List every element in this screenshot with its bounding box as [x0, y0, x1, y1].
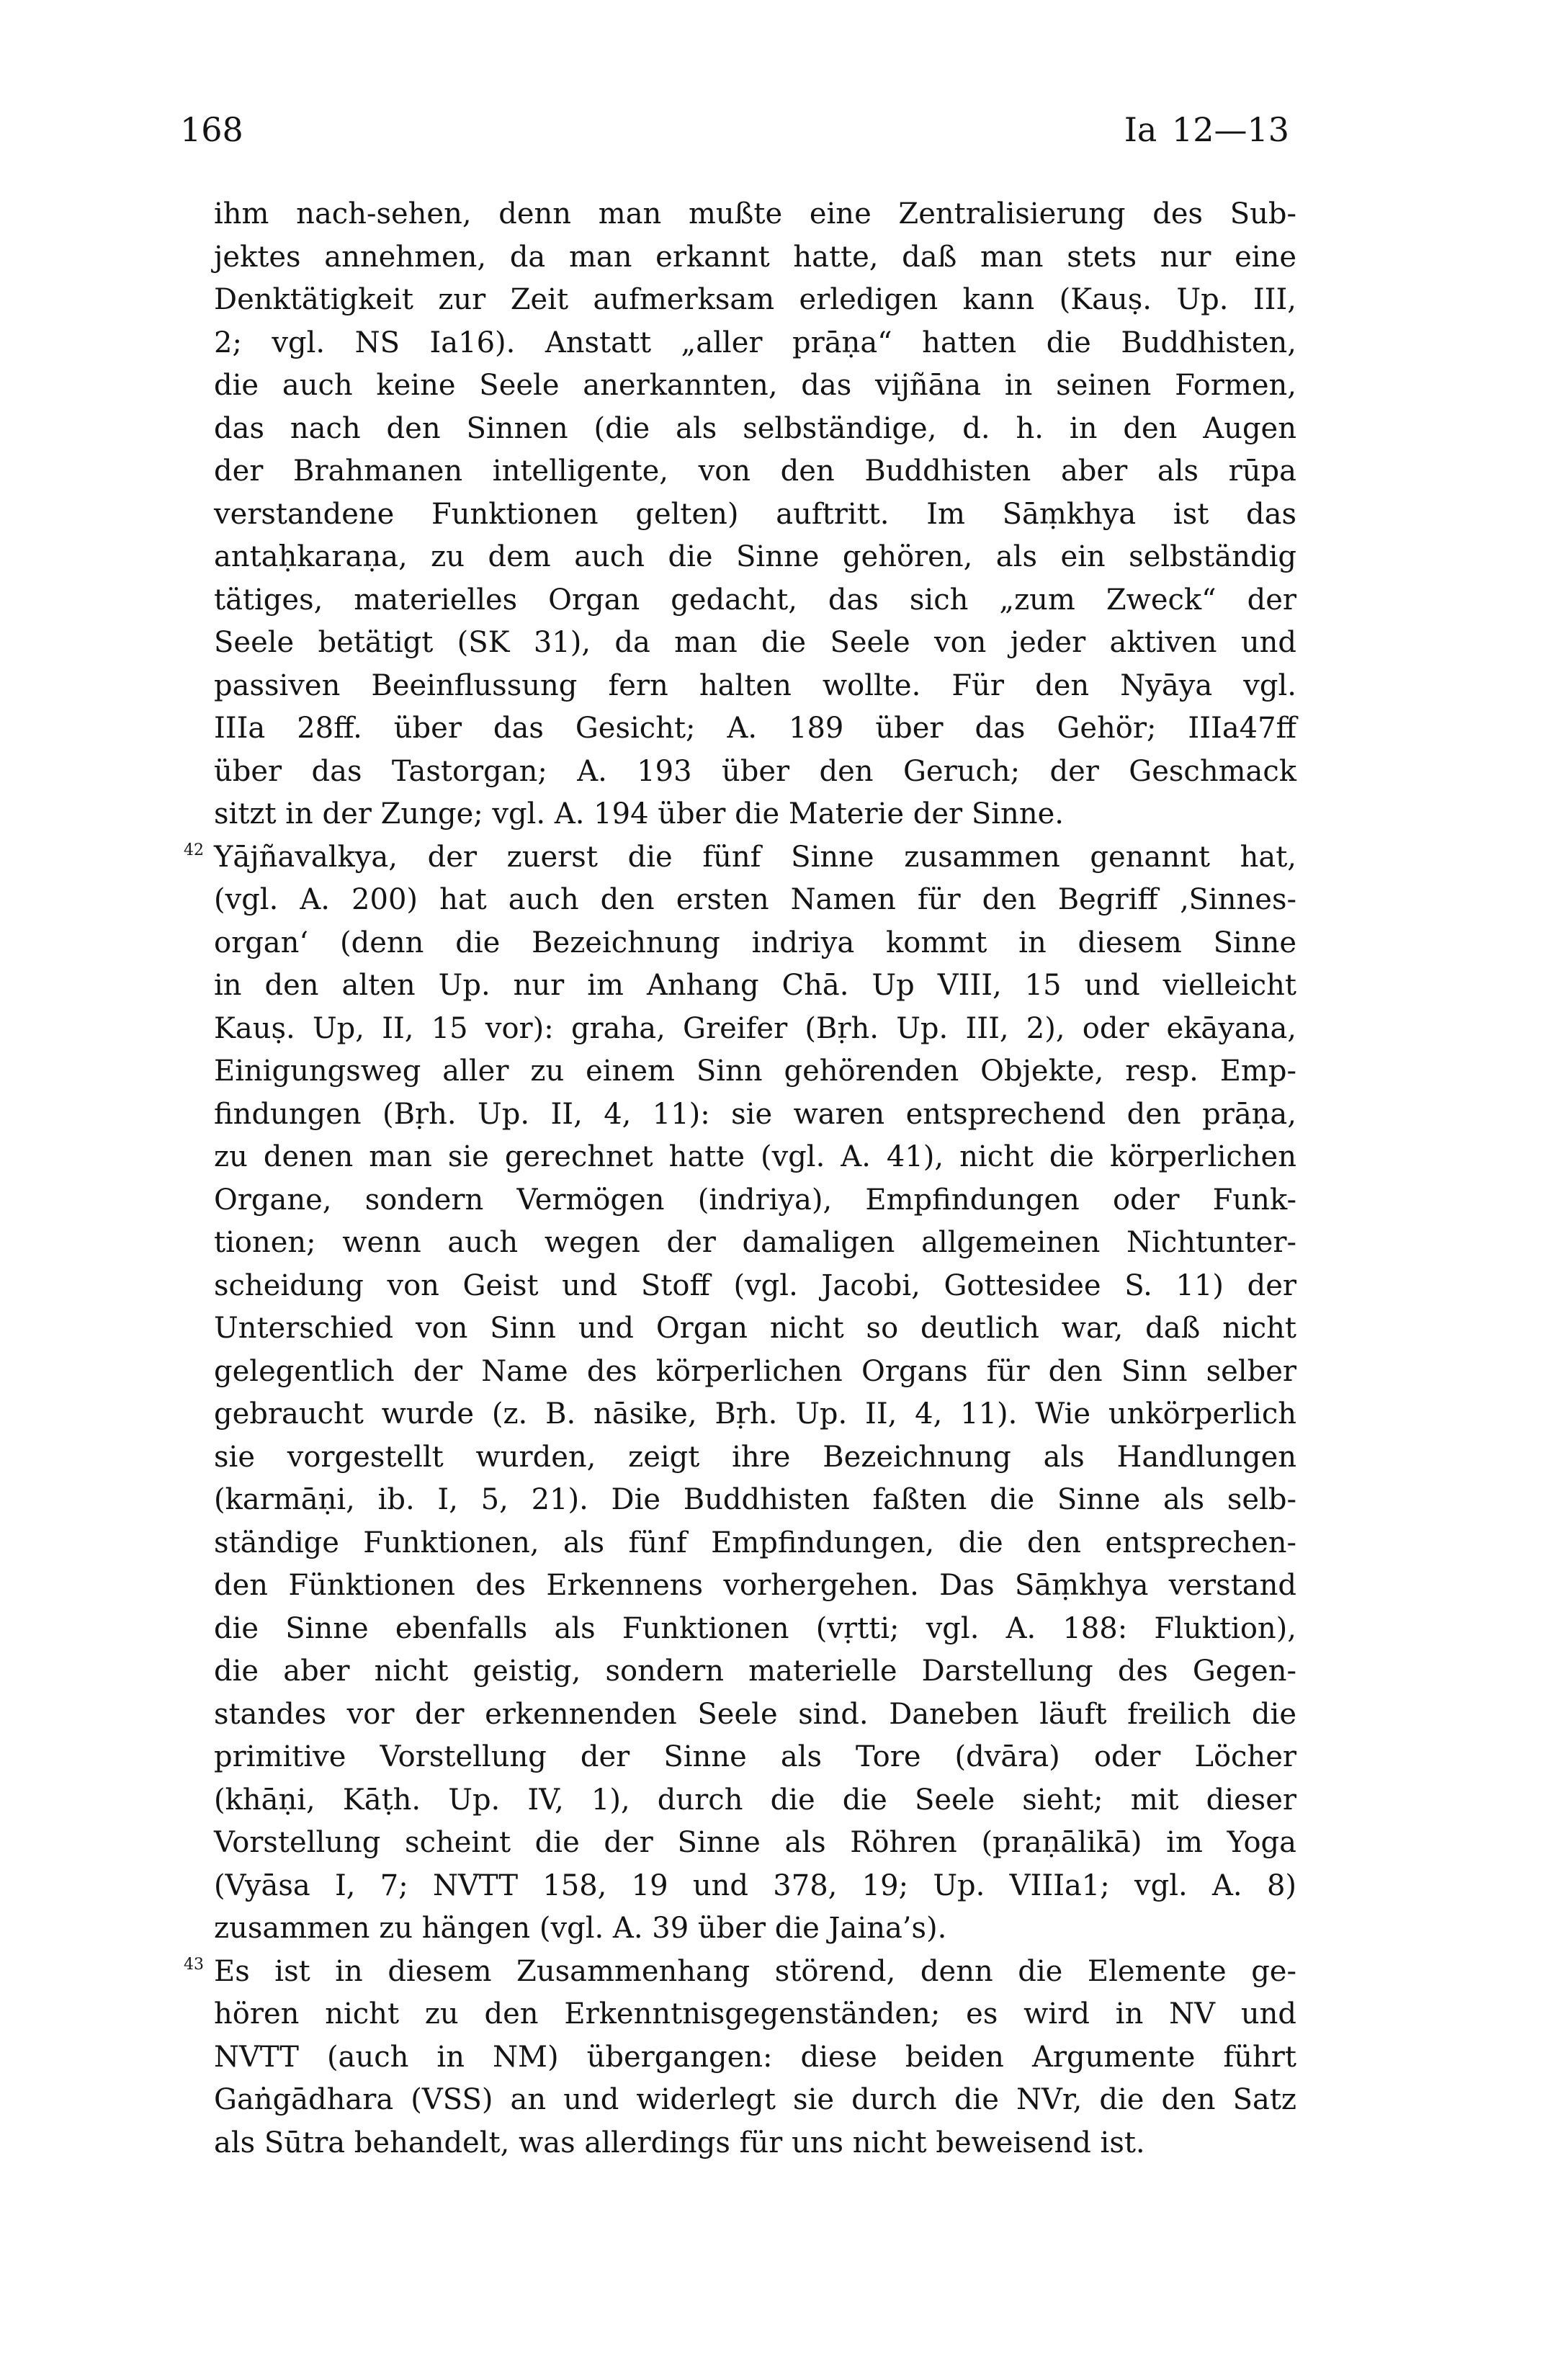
text-line-content: passiven Beeinflussung fern halten wollte. Für den Nyāya vgl.	[214, 668, 1296, 702]
text-line	[214, 1436, 1296, 1480]
text-line-content: (karmāṇi, ib. I, 5, 21). Die Buddhisten faßten die Sinne als selb-	[214, 1483, 1296, 1516]
text-line	[214, 1307, 1296, 1351]
text-line	[214, 665, 1296, 708]
text-line	[214, 1907, 1296, 1951]
text-line-content: Yājñavalkya, der zuerst die fünf Sinne zusammen genannt hat,	[214, 840, 1296, 874]
text-line	[214, 579, 1296, 622]
text-line	[214, 1779, 1296, 1822]
text-line-content: Gaṅgādhara (VSS) an und widerlegt sie durch die NVr, die den Satz	[214, 2083, 1296, 2116]
text-line	[214, 322, 1296, 365]
text-line	[214, 707, 1296, 751]
text-line	[214, 1265, 1296, 1308]
text-line-content: hören nicht zu den Erkenntnisgegenständen; es wird in NV und	[214, 1997, 1296, 2031]
text-line	[214, 193, 1296, 236]
text-line	[214, 1093, 1296, 1137]
text-line	[214, 450, 1296, 493]
text-line-content: das nach den Sinnen (die als selbständige, d. h. in den Augen	[214, 411, 1296, 445]
text-line-content: Einigungsweg aller zu einem Sinn gehörenden Objekte, resp. Emp-	[214, 1055, 1296, 1088]
text-line	[214, 1050, 1296, 1093]
footnote-number: 43	[184, 1955, 204, 1974]
text-line-content: Unterschied von Sinn und Organ nicht so deutlich war, daß nicht	[214, 1312, 1296, 1345]
text-line	[214, 1351, 1296, 1394]
text-line-content: Kauṣ. Up, II, 15 vor): graha, Greifer (Bṛh. Up. III, 2), oder ekāyana,	[214, 1011, 1296, 1045]
body-text	[184, 193, 1296, 2165]
text-line-content: Seele betätigt (SK 31), da man die Seele von jeder aktiven und	[214, 626, 1296, 659]
text-line-content: als Sūtra behandelt, was allerdings für uns nicht beweisend ist.	[214, 2126, 1145, 2159]
text-line-content: gelegentlich der Name des körperlichen Organs für den Sinn selber	[214, 1354, 1296, 1388]
text-line	[214, 1565, 1296, 1608]
text-line-content: der Brahmanen intelligente, von den Buddhisten aber als rūpa	[214, 455, 1296, 488]
text-line	[214, 1222, 1296, 1265]
text-line	[214, 1136, 1296, 1179]
text-line-content: IIIa 28ff. über das Gesicht; A. 189 über das Gehör; IIIa47ff	[214, 712, 1296, 745]
footnote-43	[184, 1951, 1296, 2165]
text-line	[214, 2079, 1296, 2122]
text-line	[214, 1865, 1296, 1908]
text-line-content: 2; vgl. NS Ia16). Anstatt „aller prāṇa“ hatten die Buddhisten,	[214, 326, 1296, 359]
text-line	[214, 1008, 1296, 1051]
text-line	[214, 364, 1296, 408]
text-line-content: standes vor der erkennenden Seele sind. Daneben läuft freilich die	[214, 1697, 1296, 1731]
text-line-content: tätiges, materielles Organ gedacht, das sich „zum Zweck“ der	[214, 583, 1296, 617]
text-line	[214, 1479, 1296, 1522]
text-line	[214, 622, 1296, 665]
text-line-content: scheidung von Geist und Stoff (vgl. Jacobi, Gottesidee S. 11) der	[214, 1268, 1296, 1302]
text-line-content: jektes annehmen, da man erkannt hatte, daß man stets nur eine	[214, 240, 1296, 274]
text-line-content: Vorstellung scheint die der Sinne als Röhren (praṇālikā) im Yoga	[214, 1826, 1296, 1859]
text-line	[214, 236, 1296, 279]
text-line	[214, 1608, 1296, 1651]
footnote-42	[184, 836, 1296, 1951]
text-line-content: in den alten Up. nur im Anhang Chā. Up VIII, 15 und vielleicht	[214, 969, 1296, 1002]
section-reference: Ia 12—13	[1124, 110, 1289, 149]
text-line	[214, 922, 1296, 965]
text-line	[214, 536, 1296, 579]
text-line-content: organ‘ (denn die Bezeichnung indriya kommt in diesem Sinne	[214, 926, 1296, 959]
continued-note-paragraph	[214, 193, 1296, 836]
text-line	[214, 1650, 1296, 1693]
text-line-content: gebraucht wurde (z. B. nāsike, Bṛh. Up. II, 4, 11). Wie unkörperlich	[214, 1397, 1296, 1431]
text-line-content: die aber nicht geistig, sondern materielle Darstellung des Gegen-	[214, 1655, 1296, 1688]
text-line-content: die auch keine Seele anerkannten, das vijñāna in seinen Formen,	[214, 369, 1296, 402]
text-line	[214, 1179, 1296, 1222]
text-line	[214, 751, 1296, 794]
footnote-number: 42	[184, 841, 204, 859]
text-line-content: ihm nach-sehen, denn man mußte eine Zentralisierung des Sub-	[214, 197, 1296, 230]
text-line-content: sitzt in der Zunge; vgl. A. 194 über die Materie der Sinne.	[214, 797, 1064, 831]
text-line	[184, 836, 1296, 879]
text-line-content: (Vyāsa I, 7; NVTT 158, 19 und 378, 19; Up. VIIIa1; vgl. A. 8)	[214, 1868, 1296, 1902]
text-line	[214, 1736, 1296, 1779]
text-line	[214, 793, 1296, 836]
running-head	[0, 101, 1568, 158]
text-line-content: Denktätigkeit zur Zeit aufmerksam erledigen kann (Kauṣ. Up. III,	[214, 283, 1296, 316]
text-line-content: antaḥkaraṇa, zu dem auch die Sinne gehören, als ein selbständig	[214, 540, 1296, 573]
text-line	[214, 1822, 1296, 1865]
text-line	[214, 1993, 1296, 2036]
text-line	[214, 2122, 1296, 2165]
text-line-content: zusammen zu hängen (vgl. A. 39 über die Jaina’s).	[214, 1912, 947, 1945]
text-line-content: tionen; wenn auch wegen der damaligen allgemeinen Nichtunter-	[214, 1226, 1296, 1259]
page-number: 168	[180, 110, 243, 149]
text-line	[184, 1951, 1296, 1994]
text-line-content: den Fünktionen des Erkennens vorhergehen. Das Sāṃkhya verstand	[214, 1569, 1296, 1602]
text-line-content: zu denen man sie gerechnet hatte (vgl. A. 41), nicht die körperlichen	[214, 1140, 1296, 1173]
text-line	[214, 408, 1296, 451]
text-line-content: Organe, sondern Vermögen (indriya), Empfindungen oder Funk-	[214, 1183, 1296, 1217]
text-line	[214, 279, 1296, 322]
text-line	[214, 493, 1296, 537]
text-line-content: sie vorgestellt wurden, zeigt ihre Bezeichnung als Handlungen	[214, 1440, 1296, 1474]
text-line-content: NVTT (auch in NM) übergangen: diese beiden Argumente führt	[214, 2040, 1296, 2074]
text-line-content: ständige Funktionen, als fünf Empfindungen, die den entsprechen-	[214, 1526, 1296, 1559]
text-line-content: (khāṇi, Kāṭh. Up. IV, 1), durch die die Seele sieht; mit dieser	[214, 1783, 1296, 1817]
text-line	[214, 1393, 1296, 1436]
text-line-content: Es ist in diesem Zusammenhang störend, denn die Elemente ge-	[214, 1954, 1296, 1988]
text-line	[214, 964, 1296, 1008]
text-line	[214, 1522, 1296, 1565]
text-line-content: verstandene Funktionen gelten) auftritt. Im Sāṃkhya ist das	[214, 497, 1296, 531]
text-line	[214, 879, 1296, 922]
text-line-content: primitive Vorstellung der Sinne als Tore (dvāra) oder Löcher	[214, 1740, 1296, 1773]
text-line	[214, 1693, 1296, 1737]
text-line-content: über das Tastorgan; A. 193 über den Geruch; der Geschmack	[214, 754, 1296, 788]
text-line-content: (vgl. A. 200) hat auch den ersten Namen für den Begriff ‚Sinnes-	[214, 883, 1296, 916]
text-line-content: findungen (Bṛh. Up. II, 4, 11): sie waren entsprechend den prāṇa,	[214, 1097, 1296, 1131]
text-line-content: die Sinne ebenfalls als Funktionen (vṛtti; vgl. A. 188: Fluktion),	[214, 1611, 1296, 1645]
text-line	[214, 2036, 1296, 2080]
